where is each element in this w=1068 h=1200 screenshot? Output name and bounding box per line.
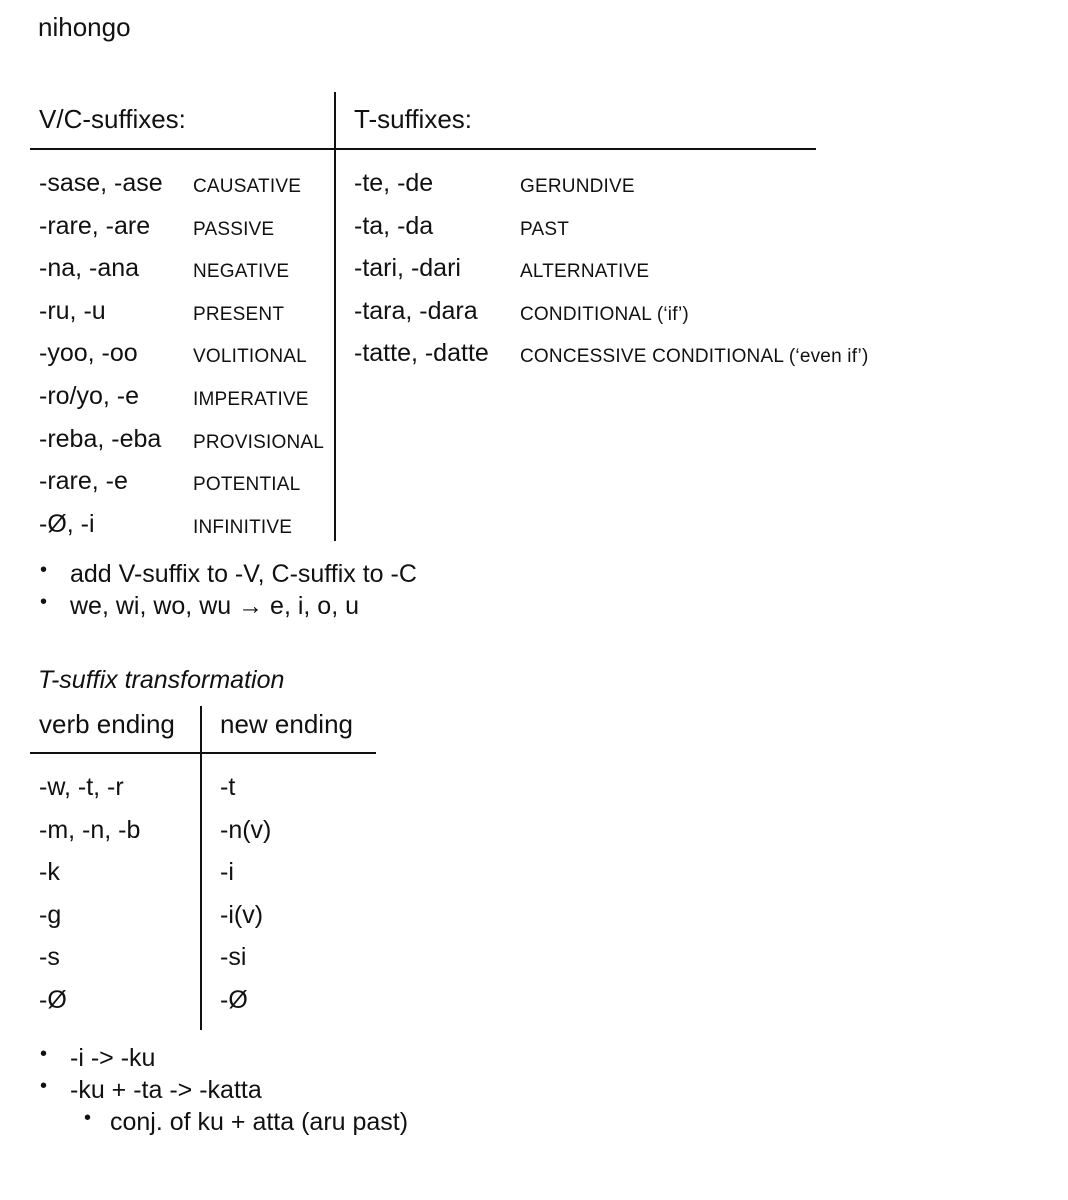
gloss-cell: PASSIVE xyxy=(193,218,275,240)
gloss-cell: CONDITIONAL (‘if’) xyxy=(520,303,689,325)
suffix-cell: -te, -de xyxy=(354,169,434,197)
suffix-cell: -ro/yo, -e xyxy=(39,381,140,410)
suffix-cell: -reba, -eba xyxy=(39,424,162,453)
gloss-cell: VOLITIONAL xyxy=(193,346,307,368)
transformation-rows xyxy=(30,773,380,1029)
table-column-divider xyxy=(334,92,336,541)
gloss-cell: IMPERATIVE xyxy=(193,388,309,410)
suffix-cell: -rare, -are xyxy=(39,211,151,240)
gloss-cell: PRESENT xyxy=(193,303,285,325)
note-text: conj. of ku + atta (aru past) xyxy=(110,1108,409,1136)
bullet-icon: • xyxy=(40,591,48,613)
gloss-cell: PAST xyxy=(520,218,570,240)
table-header-rule xyxy=(30,148,816,150)
suffix-cell: -na, -ana xyxy=(39,254,140,283)
page-title: nihongo xyxy=(38,12,131,42)
t-suffixes-header: T-suffixes: xyxy=(354,104,473,134)
verb-ending-cell: -s xyxy=(39,943,60,972)
verb-ending-header: verb ending xyxy=(39,709,175,739)
new-ending-cell: -i xyxy=(220,858,234,887)
suffix-cell: -ta, -da xyxy=(354,211,434,240)
note-text: -i -> -ku xyxy=(70,1044,156,1072)
new-ending-cell: -i(v) xyxy=(220,900,264,929)
verb-ending-cell: -w, -t, -r xyxy=(39,773,124,801)
gloss-cell: CAUSATIVE xyxy=(193,176,302,197)
suffix-cell: -Ø, -i xyxy=(39,509,95,538)
note-text: add V-suffix to -V, C-suffix to -C xyxy=(70,560,417,588)
table-row xyxy=(30,773,380,816)
verb-ending-cell: -k xyxy=(39,858,60,887)
verb-ending-cell: -g xyxy=(39,900,62,929)
gloss-cell: INFINITIVE xyxy=(193,516,293,538)
new-ending-header: new ending xyxy=(220,709,353,739)
gloss-cell: ALTERNATIVE xyxy=(520,261,650,283)
gloss-cell: CONCESSIVE CONDITIONAL (‘even if’) xyxy=(520,346,869,368)
new-ending-cell: -Ø xyxy=(220,985,248,1014)
suffix-cell: -tatte, -datte xyxy=(354,339,489,368)
table-row xyxy=(30,943,380,986)
new-ending-cell: -t xyxy=(220,773,236,801)
table-row xyxy=(30,816,380,859)
suffix-cell: -tari, -dari xyxy=(354,254,461,283)
vc-suffixes-header: V/C-suffixes: xyxy=(39,104,186,134)
verb-ending-cell: -m, -n, -b xyxy=(39,815,141,844)
suffix-cell: -sase, -ase xyxy=(39,169,163,197)
note-text: -ku + -ta -> -katta xyxy=(70,1076,262,1104)
gloss-cell: NEGATIVE xyxy=(193,261,290,283)
gloss-cell: GERUNDIVE xyxy=(520,176,635,197)
verb-ending-cell: -Ø xyxy=(39,985,67,1014)
new-ending-cell: -n(v) xyxy=(220,815,272,844)
gloss-cell: POTENTIAL xyxy=(193,474,301,496)
bullet-icon: • xyxy=(40,1043,48,1065)
note-text: we, wi, wo, wu → e, i, o, u xyxy=(70,592,359,620)
suffix-cell: -yoo, -oo xyxy=(39,339,138,368)
transformation-title: T-suffix transformation xyxy=(38,666,285,694)
suffix-cell: -tara, -dara xyxy=(354,296,478,325)
gloss-cell: PROVISIONAL xyxy=(193,431,325,453)
bullet-icon: • xyxy=(40,559,48,581)
suffix-cell: -ru, -u xyxy=(39,296,106,325)
bullet-icon: • xyxy=(40,1075,48,1097)
suffix-cell: -rare, -e xyxy=(39,467,128,496)
new-ending-cell: -si xyxy=(220,943,247,972)
transformation-table xyxy=(30,706,380,1036)
table-row xyxy=(30,986,380,1029)
suffix-table xyxy=(30,92,869,542)
table-header-rule xyxy=(30,752,376,754)
table-row xyxy=(30,901,380,944)
table-row xyxy=(30,858,380,901)
bullet-icon: • xyxy=(84,1107,92,1129)
